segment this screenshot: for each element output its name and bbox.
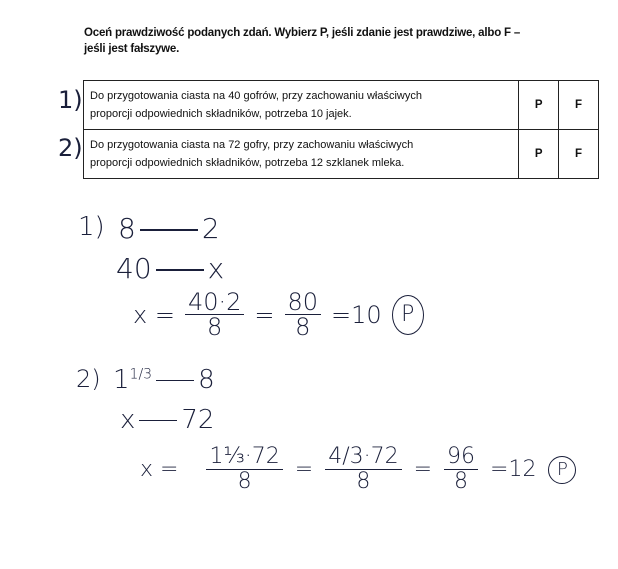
x-equals: x =: [133, 300, 175, 329]
statement-line: Do przygotowania ciasta na 40 gofrów, przy zachowaniu właściwych: [90, 90, 422, 102]
solution1-equation: [133, 290, 424, 339]
value: 8: [198, 365, 215, 395]
instruction-line-1: Oceń prawdziwość podanych zdań. Wybierz P, jeśli zdanie jest prawdziwe, albo F –: [84, 27, 521, 39]
table-row: [84, 130, 599, 179]
fraction: $\frac{\text{1⅓·72}}{8}$: [206, 445, 282, 494]
value: x: [120, 405, 136, 435]
x-equals: x =: [140, 457, 179, 482]
true-false-table: [83, 80, 599, 179]
solution1-proportion-row2: [116, 252, 224, 285]
answer-circle: P: [548, 456, 576, 484]
table-row: [84, 81, 599, 130]
solution2-label: 2): [76, 365, 101, 393]
result: =10: [331, 300, 382, 329]
fraction: $\frac{80}{8}$: [285, 290, 322, 339]
instruction-line-2: jeśli jest fałszywe.: [84, 43, 180, 55]
statement-line: Do przygotowania ciasta na 72 gofry, przy zachowaniu właściwych: [90, 139, 414, 151]
instruction-text: [84, 25, 604, 57]
equals: =: [294, 457, 314, 482]
fraction: $\frac{4/3\cdot 72}{8}$: [325, 445, 401, 494]
solution2-equation: [140, 445, 576, 494]
solution1-proportion-row1: [118, 212, 220, 245]
solution2-proportion-row1: [113, 365, 215, 395]
answer-circle: P: [392, 295, 424, 335]
row-marker-2: 2): [58, 134, 83, 162]
statement-cell: [84, 130, 519, 179]
option-false[interactable]: F: [559, 81, 599, 130]
fraction: $\frac{40\cdot 2}{8}$: [185, 290, 244, 339]
value: 1: [113, 365, 130, 395]
value: 8: [118, 212, 136, 245]
solution1-label: 1): [78, 212, 105, 242]
result: =12: [490, 457, 537, 482]
value: 40: [116, 252, 152, 285]
value: 72: [181, 405, 215, 435]
fraction: $\frac{96}{8}$: [444, 445, 478, 494]
statement-line: proporcji odpowiednich składników, potrzeba 10 jajek.: [90, 108, 352, 120]
value: x: [207, 252, 225, 285]
statement-cell: [84, 81, 519, 130]
option-false[interactable]: F: [559, 130, 599, 179]
option-true[interactable]: P: [519, 130, 559, 179]
option-true[interactable]: P: [519, 81, 559, 130]
value: 1/3: [129, 366, 153, 383]
equals: =: [254, 300, 275, 329]
solution2-proportion-row2: [120, 405, 214, 435]
statement-line: proporcji odpowiednich składników, potrzeba 12 szklanek mleka.: [90, 157, 405, 169]
value: 2: [201, 212, 220, 245]
row-marker-1: 1): [58, 86, 83, 114]
equals: =: [413, 457, 433, 482]
